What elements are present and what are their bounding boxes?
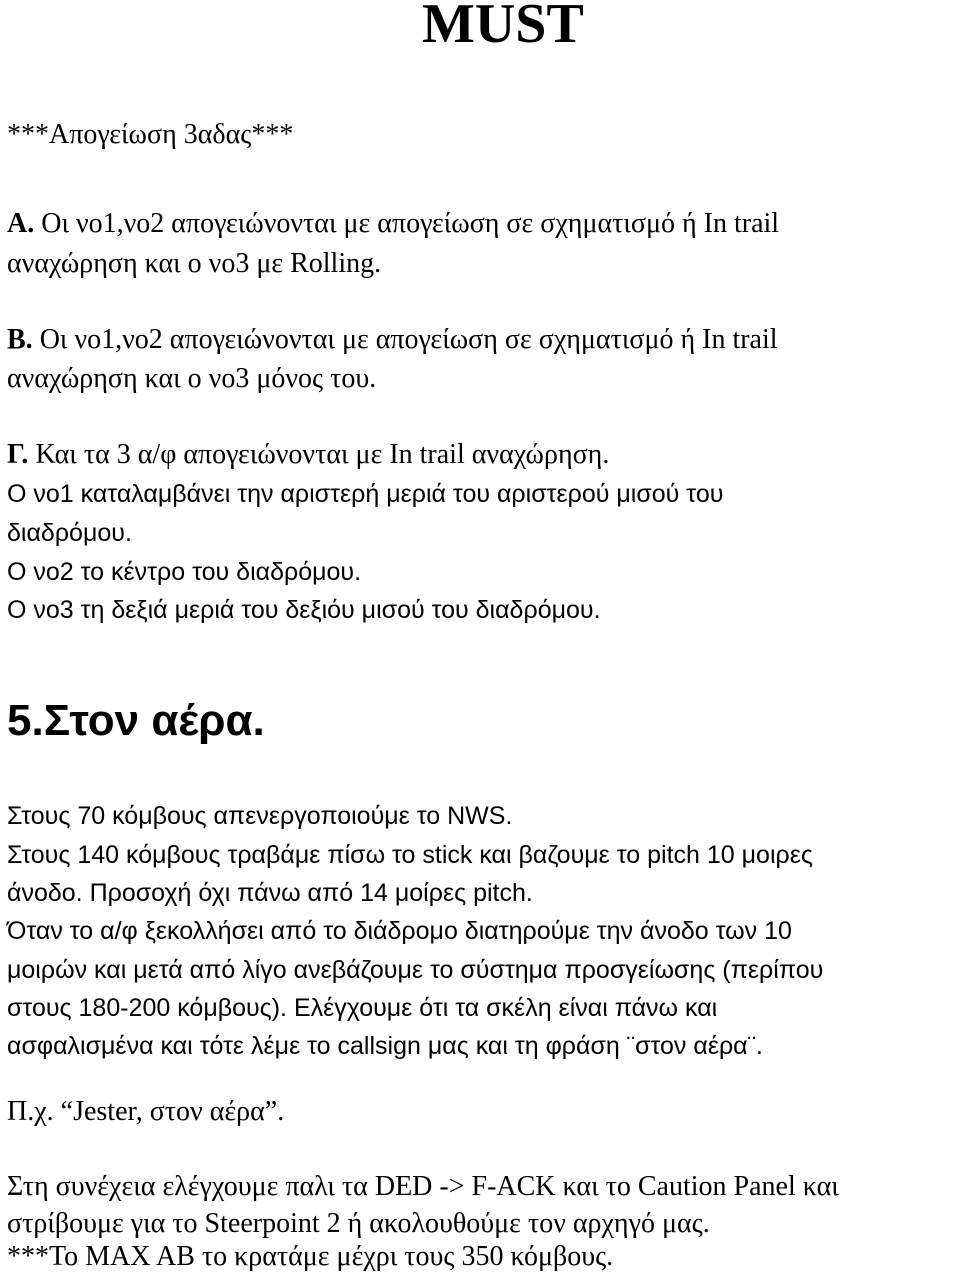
option-g-text-1: Και τα 3 α/φ απογειώνονται με In trail αναχώρηση. bbox=[28, 439, 610, 470]
option-a-text-1: Οι νο1,νο2 απογειώνονται με απογείωση σε σχηματισμό ή In trail bbox=[34, 208, 780, 239]
option-g-line-2: Ο νο1 καταλαμβάνει την αριστερή μεριά του αριστερού μισού του bbox=[7, 480, 724, 508]
followup-line-2: στρίβουμε για το Steerpoint 2 ή ακολουθούμε τον αρχηγό μας. bbox=[7, 1208, 710, 1239]
section-5-line-1: Στους 70 κόμβους απενεργοποιούμε το NWS. bbox=[7, 802, 513, 830]
section-5-heading: 5.Στον αέρα. bbox=[7, 696, 265, 745]
section-5-example: Π.χ. “Jester, στον αέρα”. bbox=[7, 1096, 285, 1127]
takeoff-heading: ***Απογείωση 3αδας*** bbox=[7, 119, 294, 150]
option-g-line-1 bbox=[7, 438, 609, 472]
option-g-line-4: Ο νο2 το κέντρο του διαδρόμου. bbox=[7, 558, 362, 586]
option-g-line-5: Ο νο3 τη δεξιά μεριά του δεξιόυ μισού του διαδρόμου. bbox=[7, 596, 601, 624]
section-5-line-7: ασφαλισμένα και τότε λέμε το callsign μας και τη φράση ¨στον αέρα¨. bbox=[7, 1032, 763, 1060]
document-title: MUST bbox=[422, 0, 584, 55]
section-5-line-4: Όταν το α/φ ξεκολλήσει από το διάδρομο διατηρούμε την άνοδο των 10 bbox=[7, 917, 792, 945]
option-b-line-2: αναχώρηση και ο νο3 μόνος του. bbox=[7, 363, 377, 394]
followup-line-3: ***Το MAX AB το κρατάμε μέχρι τους 350 κόμβους. bbox=[7, 1241, 614, 1272]
option-g-line-3: διαδρόμου. bbox=[7, 519, 132, 547]
option-a-line-1 bbox=[7, 207, 779, 241]
option-g-marker: Γ. bbox=[7, 439, 29, 470]
option-a-marker: Α. bbox=[7, 208, 35, 239]
section-5-line-6: στους 180-200 κόμβους). Ελέγχουμε ότι τα σκέλη είναι πάνω και bbox=[7, 994, 718, 1022]
option-a-line-2: αναχώρηση και ο νο3 με Rolling. bbox=[7, 248, 382, 279]
section-5-line-2: Στους 140 κόμβους τραβάμε πίσω το stick και βαζουμε το pitch 10 μοιρες bbox=[7, 841, 813, 869]
option-b-marker: Β. bbox=[7, 324, 33, 355]
option-b-text-1: Οι νο1,νο2 απογειώνονται με απογείωση σε σχηματισμό ή In trail bbox=[32, 324, 778, 355]
section-5-line-5: μοιρών και μετά από λίγο ανεβάζουμε το σύστημα προσγείωσης (περίπου bbox=[7, 956, 824, 984]
section-5-line-3: άνοδο. Προσοχή όχι πάνω από 14 μοίρες pitch. bbox=[7, 879, 533, 907]
followup-line-1: Στη συνέχεια ελέγχουμε παλι τα DED -> F-ACK και το Caution Panel και bbox=[7, 1171, 839, 1202]
option-b-line-1 bbox=[7, 323, 778, 357]
